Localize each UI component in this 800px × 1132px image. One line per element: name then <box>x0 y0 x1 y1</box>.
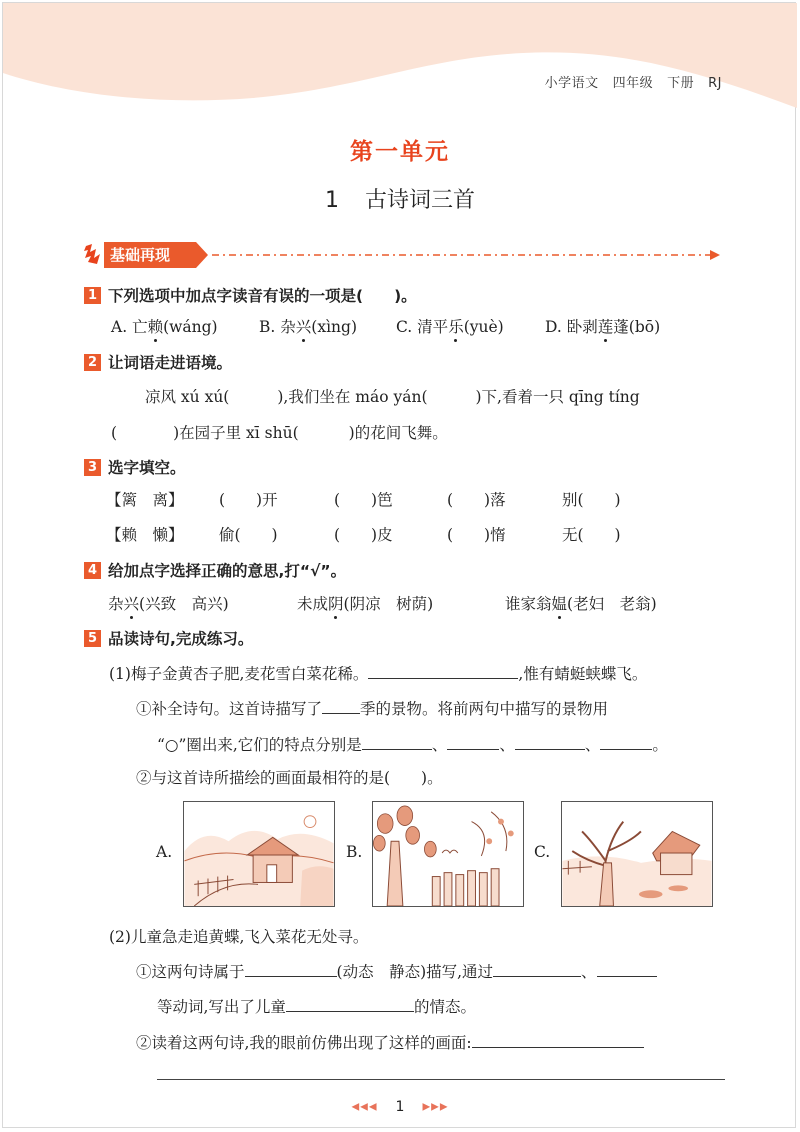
pic-label-b: B. <box>346 843 363 861</box>
page-footer <box>0 1099 800 1115</box>
left-arrows-icon: ◀◀◀ <box>351 1101 378 1113</box>
question-number-4: 4 <box>84 562 101 579</box>
village-scene-illustration <box>184 802 334 906</box>
q3-row-2-item: ( )惰 <box>447 526 506 544</box>
q3-row-1-item: ( )落 <box>447 491 506 509</box>
q1-option-c: C. 清平乐(yuè) <box>396 318 504 336</box>
picture-option-a[interactable] <box>183 801 335 907</box>
expression-blank[interactable] <box>286 997 414 1012</box>
question-5 <box>84 627 253 649</box>
verb-blank-1[interactable] <box>493 962 581 977</box>
question-2 <box>84 351 232 373</box>
q5-sub1-line2: “○”圈出来,它们的特点分别是 、 、 、 。 <box>157 736 668 754</box>
question-number-3: 3 <box>84 459 101 476</box>
q5-poem-2: (2)儿童急走追黄蝶,飞入菜花无处寻。 <box>109 928 369 946</box>
question-3 <box>84 456 186 478</box>
q3-row-1-item: 别( ) <box>562 491 621 509</box>
q1-option-d: D. 卧剥莲蓬(bō) <box>545 318 661 336</box>
q1-option-a: A. 亡赖(wáng) <box>111 318 218 336</box>
imagination-blank[interactable] <box>472 1033 644 1048</box>
section-banner <box>84 240 724 270</box>
q3-row-2-item: 无( ) <box>562 526 621 544</box>
q2-line-2: ( )在园子里 xī shū( )的花间飞舞。 <box>111 424 448 442</box>
subject-label: 小学语文 <box>544 76 599 91</box>
verb-blank-2[interactable] <box>597 962 657 977</box>
q5-part2-sub1-line1: ①这两句诗属于 (动态 静态)描写,通过 、 <box>136 960 657 982</box>
pic-label-c: C. <box>534 843 551 861</box>
header-wave <box>3 3 797 108</box>
question-1 <box>84 284 417 306</box>
question-4 <box>84 559 346 581</box>
q5-poem-1: (1)梅子金黄杏子肥,麦花雪白菜花稀。 ,惟有蜻蜓蛱蝶飞。 <box>109 665 648 683</box>
q4-item-1: 杂兴(兴致 高兴) <box>108 595 229 613</box>
lesson-number: 1 <box>324 188 339 213</box>
q4-item-3: 谁家翁媪(老妇 老翁) <box>505 595 657 613</box>
book-info <box>531 72 722 91</box>
season-blank[interactable] <box>322 699 360 714</box>
trait-blank-2[interactable] <box>447 735 499 750</box>
question-5-stem: 品读诗句,完成练习。 <box>108 630 254 648</box>
edition-label: RJ <box>708 76 722 91</box>
question-4-stem: 给加点字选择正确的意思,打“√”。 <box>108 562 347 580</box>
description-type-blank[interactable] <box>245 962 337 977</box>
q3-row-1-item: ( )笆 <box>334 491 393 509</box>
section-label: 基础再现 <box>110 246 171 264</box>
q5-part2-sub1-line2: 等动词,写出了儿童 的情态。 <box>157 998 476 1016</box>
question-number-5: 5 <box>84 630 101 647</box>
question-number-2: 2 <box>84 354 101 371</box>
trait-blank-3[interactable] <box>515 735 585 750</box>
q3-row-1-choice: 【篱 离】 <box>106 491 184 509</box>
q3-row-2-item: ( )皮 <box>334 526 393 544</box>
page-number: 1 <box>395 1099 405 1115</box>
q3-row-2-item: 偷( ) <box>219 526 278 544</box>
lesson-name: 古诗词三首 <box>364 188 475 213</box>
lesson-title <box>0 183 800 214</box>
trait-blank-1[interactable] <box>362 735 432 750</box>
unit-title: 第一单元 <box>350 139 450 165</box>
q1-option-b: B. 杂兴(xìng) <box>259 318 357 336</box>
q3-row-2-choice: 【赖 懒】 <box>106 526 184 544</box>
trait-blank-4[interactable] <box>600 735 652 750</box>
q2-line-1: 凉风 xú xú( ),我们坐在 máo yán( )下,看着一只 qīng tíng <box>145 388 640 406</box>
q5-part2-sub2: ②读着这两句诗,我的眼前仿佛出现了这样的画面: <box>136 1031 644 1053</box>
volume-label: 下册 <box>667 76 695 91</box>
question-1-stem: 下列选项中加点字读音有误的一项是( )。 <box>108 287 417 305</box>
grade-label: 四年级 <box>612 76 654 91</box>
q4-item-2: 未成阴(阴凉 树荫) <box>297 595 434 613</box>
orchard-scene-illustration <box>373 802 523 906</box>
picture-option-c[interactable] <box>561 801 713 907</box>
q3-row-1-item: ( )开 <box>219 491 278 509</box>
autumn-tree-illustration <box>562 802 712 906</box>
right-arrows-icon: ▶▶▶ <box>422 1101 449 1113</box>
picture-option-b[interactable] <box>372 801 524 907</box>
pic-label-a: A. <box>156 843 173 861</box>
question-2-stem: 让词语走进语境。 <box>108 354 233 372</box>
q5-sub1-line1: ①补全诗句。这首诗描写了 季的景物。将前两句中描写的景物用 <box>136 700 609 718</box>
answer-line[interactable] <box>157 1079 725 1080</box>
q5-sub2: ②与这首诗所描绘的画面最相符的是( )。 <box>136 769 443 787</box>
poem-blank[interactable] <box>368 664 518 679</box>
question-3-stem: 选字填空。 <box>108 459 186 477</box>
question-number-1: 1 <box>84 287 101 304</box>
